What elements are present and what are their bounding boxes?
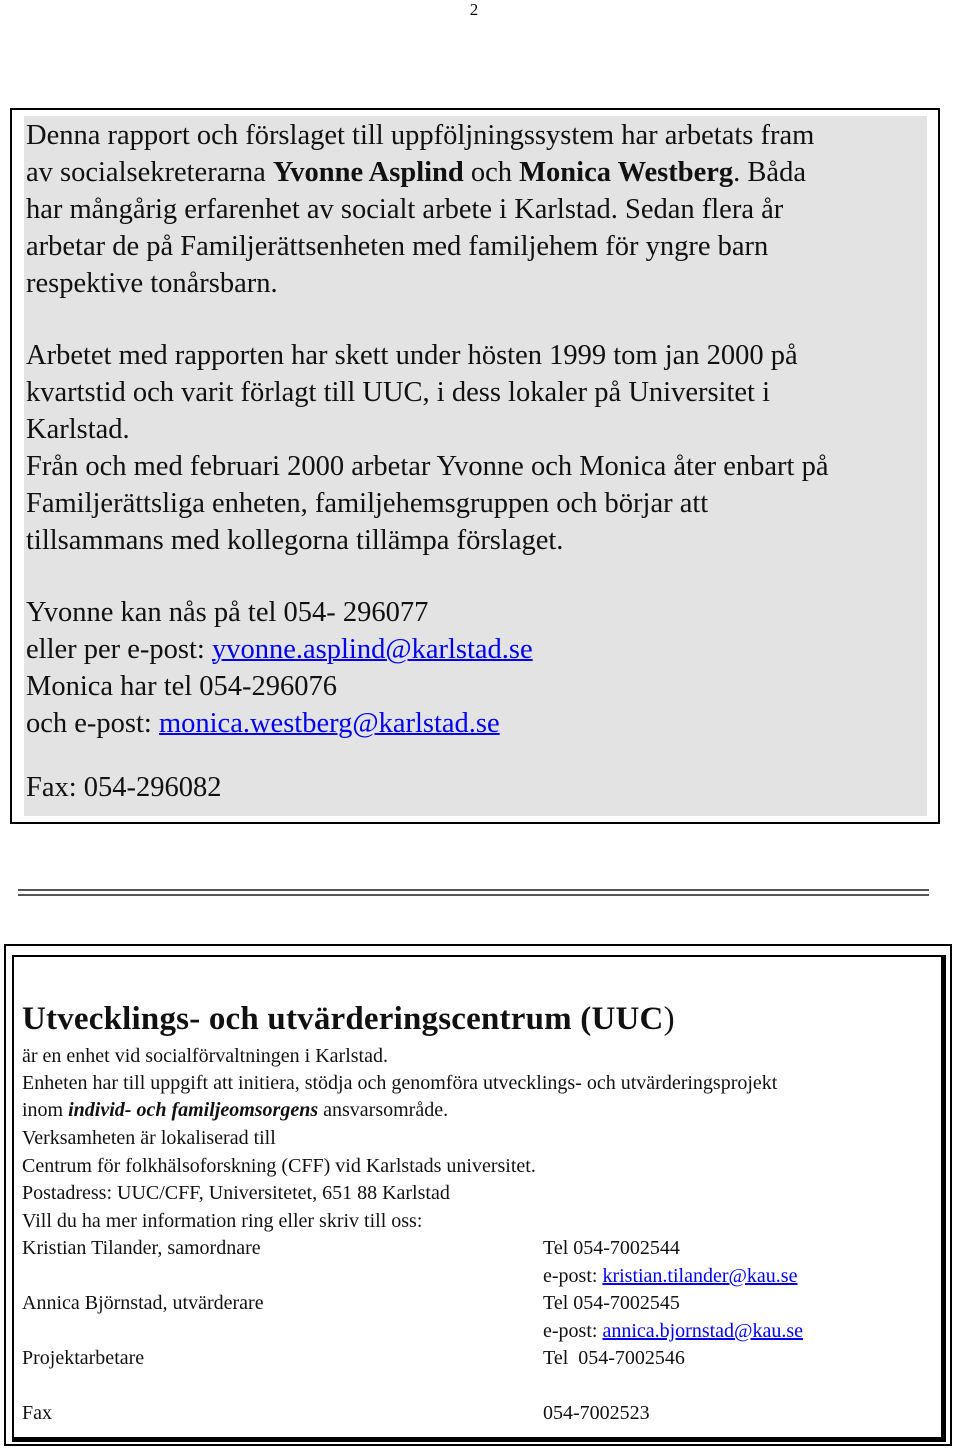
monica-email-label: och e-post: <box>26 708 159 739</box>
monica-email-line <box>26 706 500 743</box>
contact-email-link-2[interactable]: annica.bjornstad@kau.se <box>602 1320 804 1342</box>
uuc-fax-label: Fax <box>22 1402 52 1424</box>
intro-line-5: respektive tonårsbarn. <box>26 268 278 299</box>
intro-line-3: har mångårig erfarenhet av socialt arbete i Karlstad. Sedan flera år <box>26 194 784 225</box>
uuc-line-5: Centrum för folkhälsoforskning (CFF) vid Karlstads universitet. <box>22 1155 536 1177</box>
uuc-line-1: är en enhet vid socialförvaltningen i Karlstad. <box>22 1045 388 1067</box>
yvonne-email-label: eller per e-post: <box>26 634 212 665</box>
contact-name-3: Projektarbetare <box>22 1347 145 1369</box>
work-line-6: tillsammans med kollegorna tillämpa förslaget. <box>26 525 564 556</box>
work-line-3: Karlstad. <box>26 414 130 445</box>
work-line-5: Familjerättsliga enheten, familjehemsgruppen och börjar att <box>26 488 709 519</box>
contact-phone-3: Tel 054-7002546 <box>543 1347 685 1369</box>
uuc-title-text: Utvecklings- och utvärderingscentrum (UUC <box>22 1001 664 1037</box>
contact-phone-1: Tel 054-7002544 <box>543 1237 680 1259</box>
uuc-line-3-post: ansvarsområde. <box>318 1099 449 1121</box>
yvonne-phone: Yvonne kan nås på tel 054- 296077 <box>26 597 429 628</box>
contact-email-line-1 <box>543 1265 797 1288</box>
intro-line-2 <box>26 155 806 192</box>
uuc-title <box>22 1001 675 1038</box>
yvonne-email-line <box>26 632 533 669</box>
contact-email-label-2: e-post: <box>543 1320 603 1342</box>
work-line-2: kvartstid och varit förlagt till UUC, i dess lokaler på Universitet i <box>26 377 771 408</box>
contact-email-link-1[interactable]: kristian.tilander@kau.se <box>602 1265 798 1287</box>
uuc-fax-number: 054-7002523 <box>543 1402 650 1424</box>
author-name-2: Monica Westberg <box>519 157 734 188</box>
monica-phone: Monica har tel 054-296076 <box>26 671 338 702</box>
uuc-line-7: Vill du ha mer information ring eller skriv till oss: <box>22 1210 423 1232</box>
uuc-line-6: Postadress: UUC/CFF, Universitetet, 651 88 Karlstad <box>22 1182 450 1204</box>
contact-email-line-2 <box>543 1320 803 1343</box>
yvonne-email-link[interactable]: yvonne.asplind@karlstad.se <box>211 634 533 665</box>
intro-line-2-text: av socialsekreterarna <box>26 157 273 188</box>
intro-line-2-end: . Båda <box>733 157 806 188</box>
intro-line-2-conjunction: och <box>463 157 520 188</box>
work-line-4: Från och med februari 2000 arbetar Yvonne och Monica åter enbart på <box>26 451 829 482</box>
fax-line: Fax: 054-296082 <box>26 772 222 803</box>
contact-name-1: Kristian Tilander, samordnare <box>22 1237 261 1259</box>
work-line-1: Arbetet med rapporten har skett under hösten 1999 tom jan 2000 på <box>26 340 798 371</box>
uuc-line-3-emphasis: individ- och familjeomsorgens <box>68 1099 319 1121</box>
uuc-line-4: Verksamheten är lokaliserad till <box>22 1127 276 1149</box>
intro-line-1: Denna rapport och förslaget till uppföljningssystem har arbetats fram <box>26 120 815 151</box>
contact-phone-2: Tel 054-7002545 <box>543 1292 680 1314</box>
author-name-1: Yvonne Asplind <box>272 157 464 188</box>
uuc-line-3 <box>22 1099 448 1122</box>
uuc-line-3-pre: inom <box>22 1099 69 1121</box>
separator-rule-bottom <box>18 894 929 896</box>
intro-line-4: arbetar de på Familjerättsenheten med familjehem för yngre barn <box>26 231 769 262</box>
separator-rule-top <box>18 889 929 891</box>
monica-email-link[interactable]: monica.westberg@karlstad.se <box>158 708 500 739</box>
uuc-line-2: Enheten har till uppgift att initiera, stödja och genomföra utvecklings- och utvärderingsprojekt <box>22 1072 778 1094</box>
uuc-title-paren: ) <box>663 1001 675 1037</box>
contact-email-label-1: e-post: <box>543 1265 603 1287</box>
page-number: 2 <box>469 0 479 19</box>
contact-name-2: Annica Björnstad, utvärderare <box>22 1292 264 1314</box>
